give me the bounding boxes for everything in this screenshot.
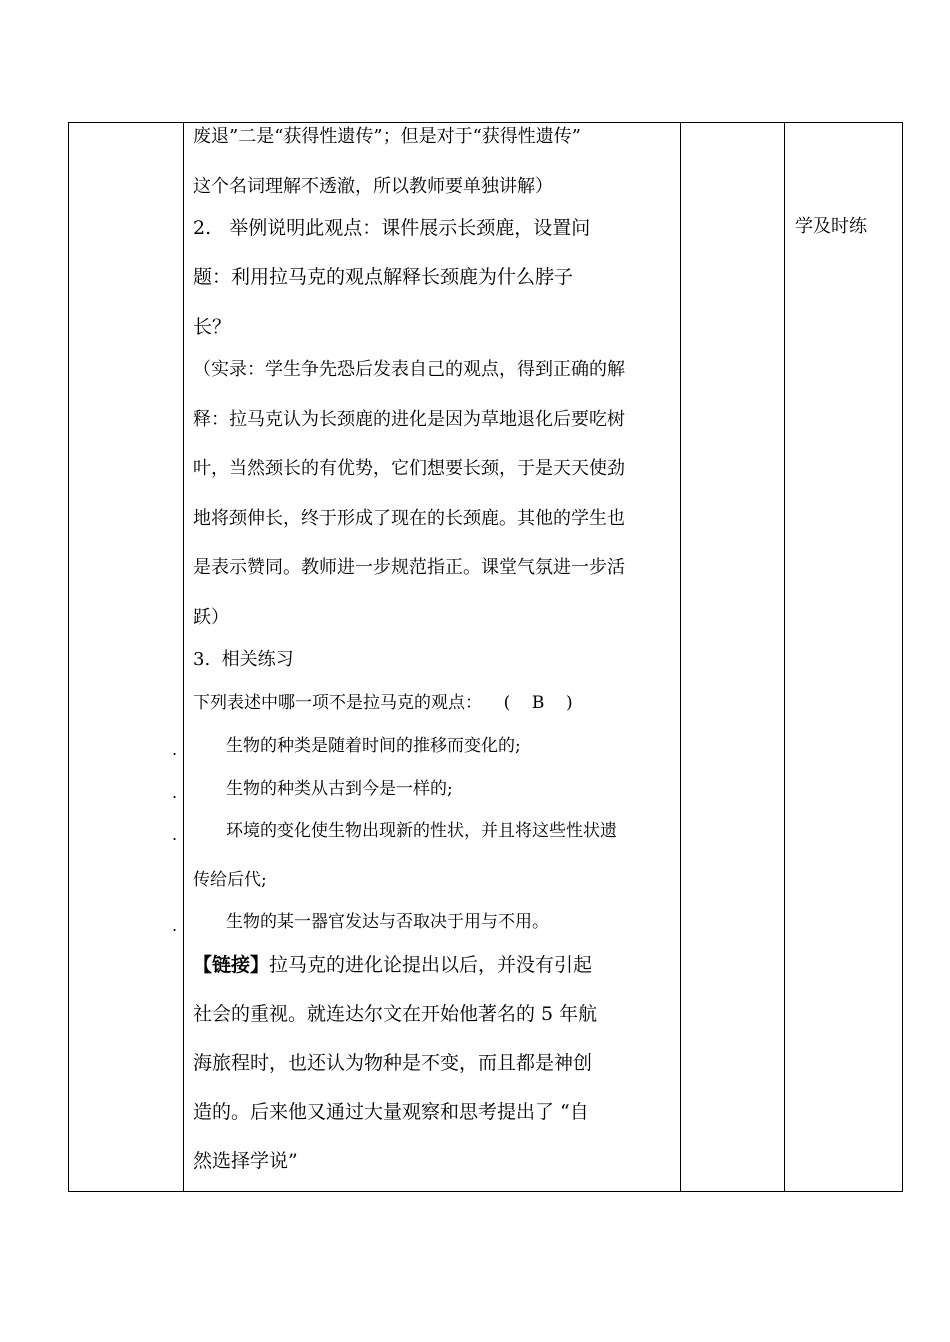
text-line: （实录：学生争先恐后发表自己的观点，得到正确的解 (193, 359, 625, 380)
column-divider (183, 123, 184, 1191)
option-marker: . (172, 825, 178, 844)
option-text: 传给后代; (193, 870, 267, 890)
text-line: 这个名词理解不透澈，所以教师要单独讲解） (193, 176, 553, 197)
text-line: 是表示赞同。教师进一步规范指正。课堂气氛进一步活 (193, 557, 625, 578)
link-line: 海旅程时，也还认为物种是不变，而且都是神创 (193, 1052, 593, 1074)
text-line: 2. 举例说明此观点：课件展示长颈鹿，设置问 (193, 217, 591, 239)
link-line: 社会的重视。就连达尔文在开始他著名的 5 年航 (193, 1003, 598, 1025)
link-label: 【链接】 (193, 954, 270, 976)
right-note: 学及时练 (795, 216, 867, 237)
column-divider (784, 123, 785, 1191)
option-text: 生物的种类从古到今是一样的; (226, 779, 453, 799)
section-heading: 3. 相关练习 (193, 649, 294, 670)
text-line: 地将颈伸长，终于形成了现在的长颈鹿。其他的学生也 (193, 508, 625, 529)
link-line: 然选择学说” (193, 1150, 298, 1172)
option-marker: . (172, 783, 178, 802)
question-text: 下列表述中哪一项不是拉马克的观点： ( B ) (193, 693, 573, 713)
text-line: 叶，当然颈长的有优势，它们想要长颈，于是天天使劲 (193, 458, 625, 479)
link-line: 造的。后来他又通过大量观察和思考提出了 “自 (193, 1101, 589, 1123)
link-line: 【链接】拉马克的进化论提出以后，并没有引起 (193, 954, 593, 976)
text-line: 题：利用拉马克的观点解释长颈鹿为什么脖子 (193, 266, 574, 288)
option-marker: . (172, 916, 178, 935)
option-marker: . (172, 740, 178, 759)
text-line: 释：拉马克认为长颈鹿的进化是因为草地退化后要吃树 (193, 409, 625, 430)
option-text: 环境的变化使生物出现新的性状，并且将这些性状遗 (226, 821, 617, 841)
option-text: 生物的某一器官发达与否取决于用与不用。 (226, 912, 549, 932)
column-divider (680, 123, 681, 1191)
text-line: 跃） (193, 607, 229, 628)
text-line: 长？ (193, 316, 232, 338)
option-text: 生物的种类是随着时间的推移而变化的; (226, 736, 521, 756)
text-line: 废退”二是“获得性遗传”；但是对于“获得性遗传” (193, 126, 582, 147)
